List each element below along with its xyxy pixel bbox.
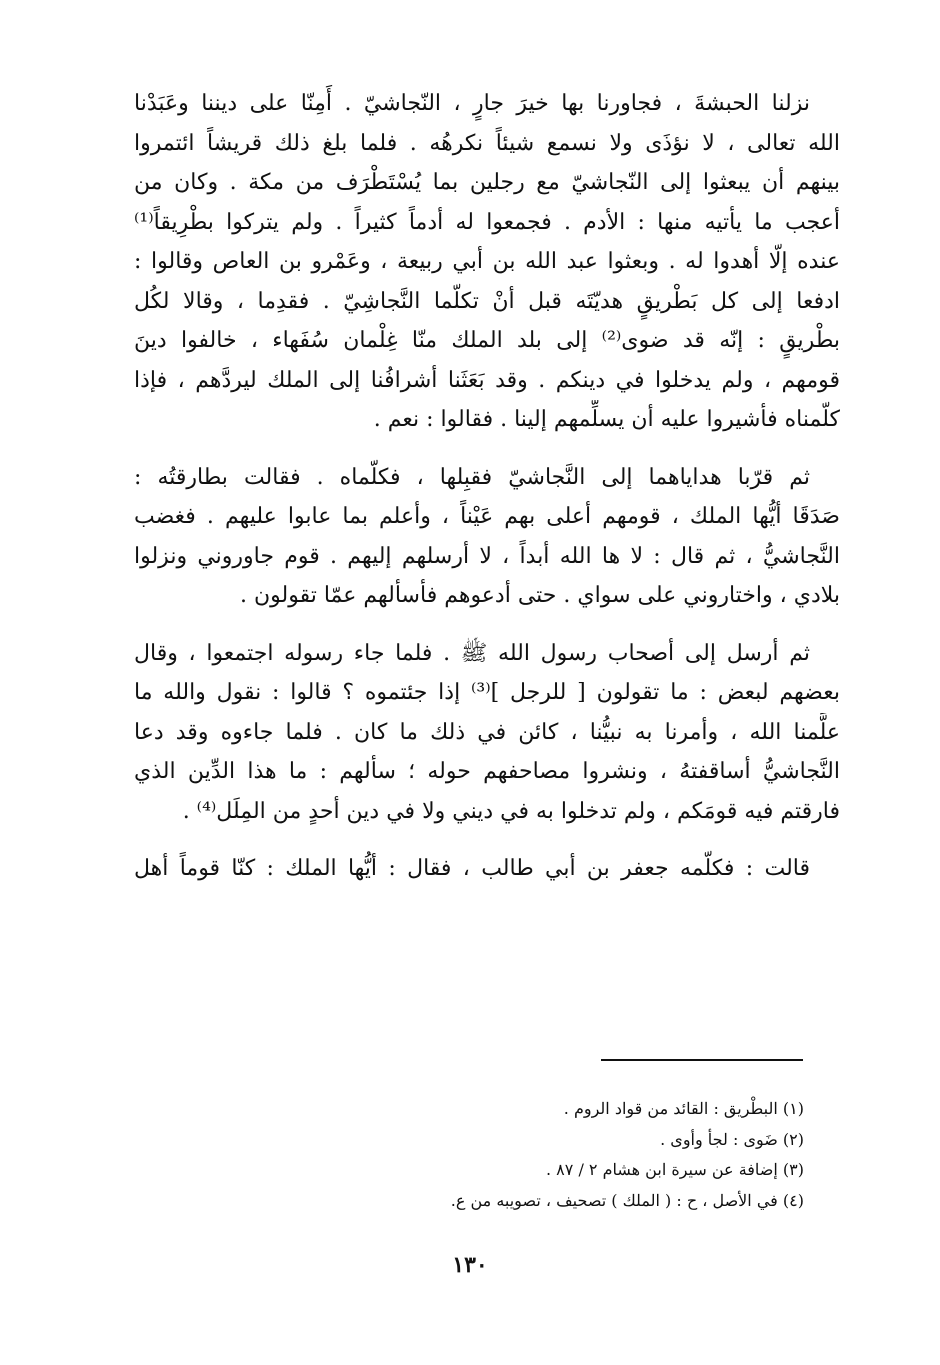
- text-line: قومهم ، ولم يدخلوا في دينكم . وقد بَعَثَنا أشرافُنا إلى الملك ليردَّهم ، فإذا: [134, 367, 840, 393]
- footnote-1: (١) البطْريق : القائد من قواد الروم .: [563, 1099, 804, 1118]
- text-line: ادفعا إلى كل بَطْريقٍ هديّتَه قبل أنْ تكلّما النَّجاشِيّ . فقدِما ، وقالا لكُل: [134, 288, 840, 314]
- text-line: كلّمناه فأشيروا عليه أن يسلِّمهم إلينا . فقالوا : نعم .: [373, 407, 840, 432]
- text-line: صَدَقَا أيُّها الملك ، قومهم أعلى بهم عَيْناً ، وأعلم بما عابوا عليهم . فغضب: [134, 504, 840, 529]
- footnote-3: (٣) إضافة عن سيرة ابن هشام ٢ / ٨٧ .: [546, 1160, 804, 1179]
- page-number: ١٣٠: [452, 1252, 488, 1278]
- footnote-4: (٤) في الأصل ، ح : ( الملك ) تصحيف ، تصويبه من ع.: [450, 1190, 804, 1210]
- paragraph-1: [134, 84, 840, 440]
- footnote-separator: [601, 1059, 803, 1061]
- text-line: بعضهم لبعض : ما تقولون [ للرجل ]⁽³⁾ إذا جئتموه ؟ قالوا : نقول والله ما: [134, 680, 840, 705]
- footnote-2: (٢) ضَوى : لجأ وأوى .: [660, 1129, 804, 1149]
- text-line: بطْريقٍ : إنّه قد ضوى⁽²⁾ إلى بلد الملك منّا غِلْمان سُفَهاء ، خالفوا دينَ: [134, 328, 840, 353]
- text-line: النَّجاشيُّ ، ثم قال : لا ها الله أبداً ، لا أرسلهم إليهم . قوم جاوروني ونزلوا: [134, 543, 840, 569]
- text-line: ثم أرسل إلى أصحاب رسول الله ﷺ . فلما جاء رسوله اجتمعوا ، وقال: [134, 640, 810, 666]
- text-line: بلادي ، واختاروني على سواي . حتى أدعوهم فأسألهم عمّا تقولون .: [240, 583, 840, 608]
- footnotes: [244, 1094, 804, 1216]
- text-line: أعجب ما يأتيه منها : الأدم . فجمعوا له أدماً كثيراً . ولم يتركوا بطْرِيقاً⁽¹⁾: [134, 209, 840, 235]
- text-line: ثم قرّبا هداياهما إلى النَّجاشيّ فقبِلها ، فكلّماه . فقالت بطارقتُه :: [134, 464, 810, 490]
- paragraph-4: [134, 849, 840, 889]
- text-line: النَّجاشيُّ أساقفتهُ ، ونشروا مصاحفهم حوله ؛ سألهم : ما هذا الدِّين الذي: [134, 759, 840, 784]
- paragraph-3: [134, 634, 840, 832]
- text-line: عنده إلّا أهدوا له . وبعثوا عبد الله بن أبي ربيعة ، وعَمْرو بن العاص وقالوا :: [134, 249, 840, 274]
- main-text: [134, 84, 840, 907]
- text-line: نزلنا الحبشةَ ، فجاورنا بها خيرَ جارٍ ، النّجاشيّ . أَمِنّا على ديننا وعَبَدْنا: [134, 91, 810, 116]
- text-line: قالت : فكلّمه جعفر بن أبي طالب ، فقال : أيُّها الملك : كنّا قوماً أهل: [134, 856, 810, 881]
- paragraph-2: [134, 458, 840, 616]
- text-line: علَّمنا الله ، وأمرنا به نبيُّنا ، كائن في ذلك ما كان . فلما جاءوه وقد دعا: [134, 719, 840, 745]
- text-line: فارقتم فيه قومَكم ، ولم تدخلوا به في ديني ولا في دين أحدٍ من المِلَل⁽⁴⁾ .: [182, 798, 840, 824]
- text-line: بينهم أن يبعثوا إلى النّجاشيّ مع رجلين بما يُسْتَطْرَف من مكة . وكان من: [134, 170, 840, 195]
- text-line: الله تعالى ، لا نؤذَى ولا نسمع شيئاً نكرهُه . فلما بلغ ذلك قريشاً ائتمروا: [134, 130, 840, 156]
